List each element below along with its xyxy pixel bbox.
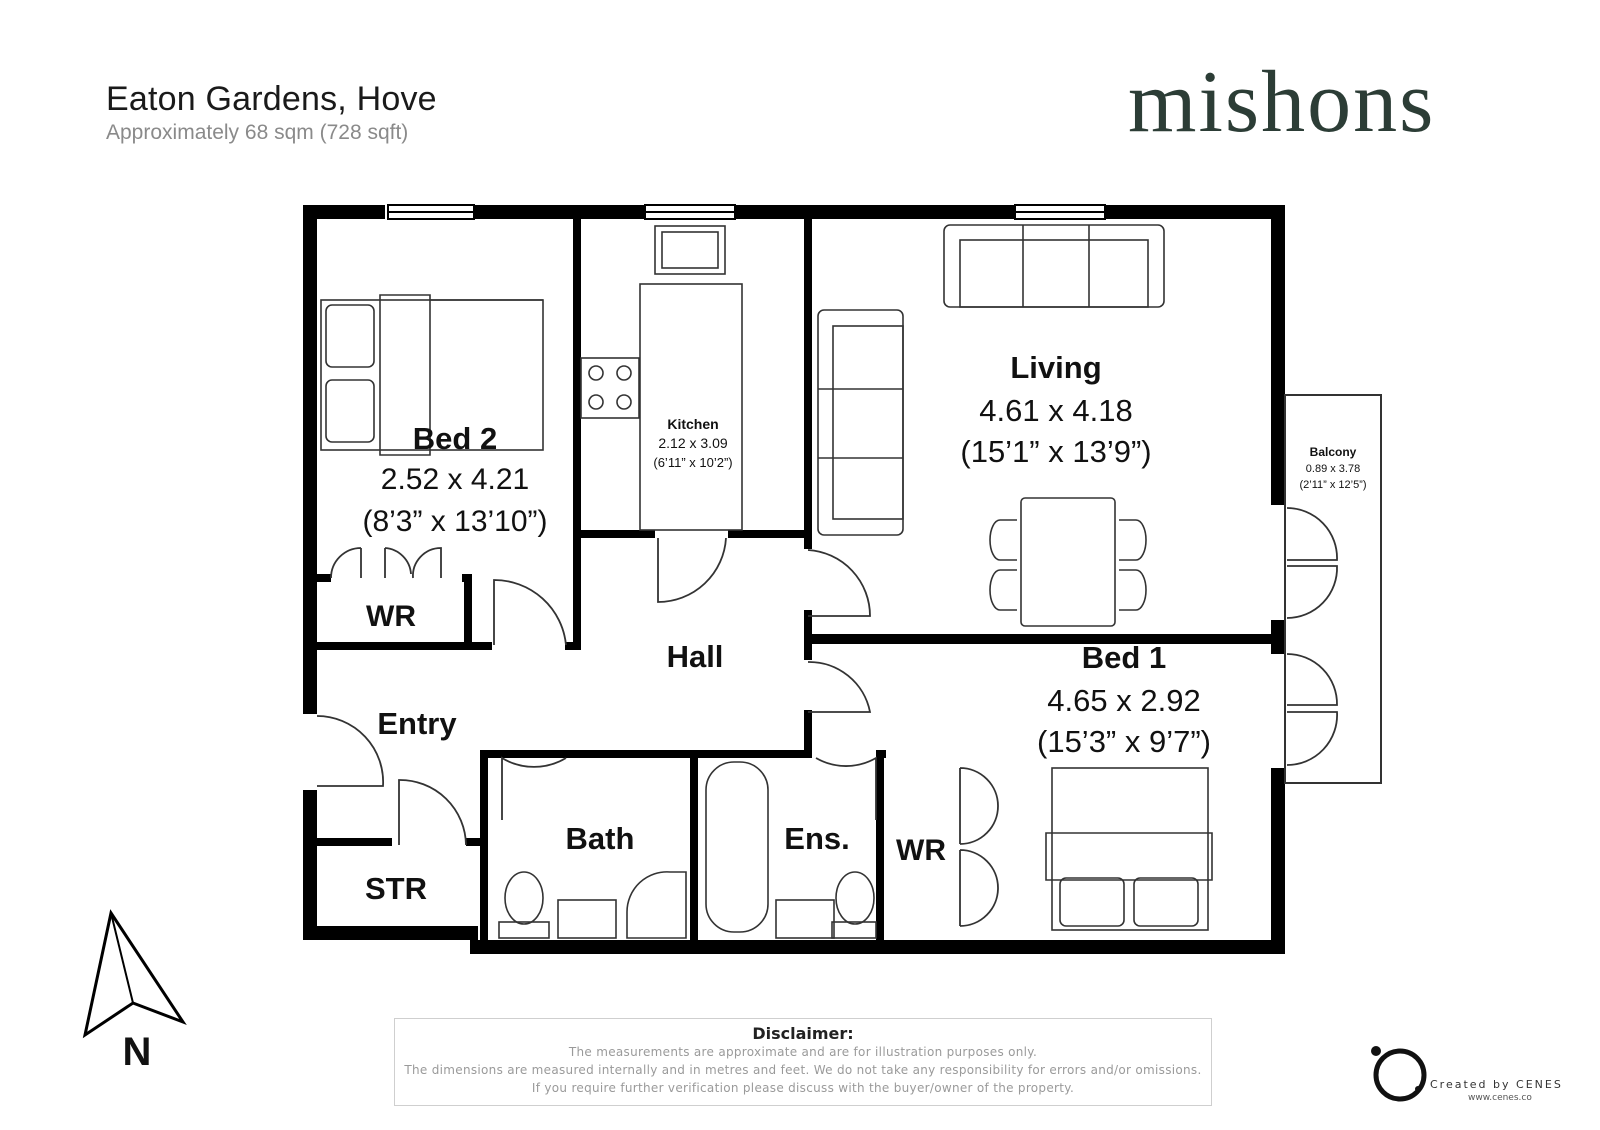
cenes-logo-icon: [1370, 1043, 1430, 1103]
wall: [565, 642, 581, 650]
room-size-imperial-bed1: (15’3” x 9’7”): [1037, 724, 1211, 759]
hob-ring: [589, 366, 603, 380]
room-size-imperial-living: (15’1” x 13’9”): [960, 434, 1152, 469]
hob-ring: [589, 395, 603, 409]
pillow: [1060, 878, 1124, 926]
wall: [480, 750, 812, 758]
dining-table: [990, 498, 1146, 626]
disclaimer-line: If you require further verification please discuss with the buyer/owner of the property.: [531, 1081, 1075, 1095]
room-name-kitchen: Kitchen: [667, 416, 719, 432]
disclaimer-box: [394, 1018, 1212, 1106]
disclaimer-heading: Disclaimer:: [752, 1024, 854, 1043]
logo-dot: [1371, 1046, 1381, 1056]
shower-tray: [627, 872, 686, 938]
brand-logo: mishons: [1128, 54, 1436, 151]
sink-basin: [662, 232, 718, 268]
room-size-kitchen: 2.12 x 3.09: [658, 435, 728, 451]
room-size-living: 4.61 x 4.18: [979, 393, 1133, 428]
room-name-wardrobe: WR: [366, 600, 416, 633]
bed-frame: [1052, 768, 1208, 930]
wall: [475, 205, 645, 219]
door-bath: [502, 758, 566, 820]
wall: [470, 940, 1285, 954]
door-wardrobe: [960, 850, 998, 926]
door-bed2: [494, 580, 566, 645]
property-title: Eaton Gardens, Hove: [106, 80, 437, 118]
room-name-balcony: Balcony: [1309, 445, 1357, 459]
furniture: [321, 225, 1212, 938]
compass-arrow-icon: [85, 913, 183, 1035]
door-balcony: [1287, 654, 1337, 705]
pillow: [1134, 878, 1198, 926]
chair: [990, 570, 1017, 610]
bed-double: [1046, 768, 1212, 930]
sofa: [818, 310, 903, 535]
compass-label: N: [122, 1030, 152, 1074]
room-name-bed2: Bed 2: [412, 421, 498, 456]
pillow: [326, 305, 374, 367]
room-size-balcony: 0.89 x 3.78: [1305, 463, 1361, 475]
door-wardrobe: [385, 548, 411, 578]
sofa-seat: [960, 240, 1148, 307]
wall: [303, 926, 478, 940]
wall: [804, 634, 1284, 644]
door-wardrobe: [960, 768, 998, 844]
wall: [581, 530, 655, 538]
wall: [876, 750, 884, 940]
logo-ring: [1376, 1051, 1424, 1099]
door-balcony: [1287, 566, 1337, 618]
credit-url: www.cenes.co: [1468, 1093, 1532, 1103]
wall: [317, 838, 392, 846]
chair: [990, 520, 1017, 560]
wall: [690, 750, 698, 940]
washbasin: [776, 900, 834, 938]
wall: [303, 790, 317, 940]
hob-ring: [617, 366, 631, 380]
wall: [573, 219, 581, 649]
sofa-frame: [818, 310, 903, 535]
sofa-seat: [833, 326, 903, 519]
wall: [876, 750, 886, 758]
wall: [317, 574, 331, 582]
disclaimer-line: The measurements are approximate and are for illustration purposes only.: [568, 1045, 1038, 1059]
room-size-bed2: 2.52 x 4.21: [380, 463, 530, 496]
door-living: [808, 550, 870, 616]
door-balcony: [1287, 712, 1337, 765]
room-name-entry: Entry: [377, 706, 457, 741]
wall: [317, 642, 492, 650]
room-name-bath: Bath: [565, 821, 635, 856]
kitchen-counter: [640, 284, 742, 530]
room-name-wardrobe: WR: [896, 834, 946, 867]
kitchen-units: [581, 226, 742, 530]
duvet-fold: [1046, 833, 1212, 880]
wall: [303, 205, 317, 714]
room-size-bed1: 4.65 x 2.92: [1047, 683, 1201, 718]
room-size-imperial-bed2: (8’3” x 13’10”): [362, 505, 548, 538]
sofa: [944, 225, 1164, 307]
wall: [735, 205, 1015, 219]
hob-ring: [617, 395, 631, 409]
credit-text: Created by CENES: [1430, 1078, 1563, 1091]
bathtub: [706, 762, 768, 932]
wall: [480, 750, 488, 940]
table-top: [1021, 498, 1115, 626]
door-wardrobe: [413, 548, 441, 578]
chair: [1119, 570, 1146, 610]
pillow: [326, 380, 374, 442]
hob: [581, 358, 639, 418]
wall: [466, 838, 480, 846]
room-name-hall: Hall: [666, 639, 724, 674]
room-name-bed1: Bed 1: [1081, 640, 1167, 675]
north-arrow: [85, 913, 183, 1035]
washbasin: [558, 900, 616, 938]
wall: [464, 574, 472, 644]
door-balcony: [1287, 508, 1337, 560]
toilet: [836, 872, 874, 924]
door-store: [399, 780, 466, 845]
wall: [728, 530, 804, 538]
property-area: Approximately 68 sqm (728 sqft): [106, 121, 409, 144]
door-kitchen: [658, 538, 726, 602]
room-size-imperial-kitchen: (6’11” x 10’2”): [653, 455, 733, 470]
chair: [1119, 520, 1146, 560]
room-name-living: Living: [1010, 350, 1102, 385]
room-size-imperial-balcony: (2’11” x 12’5”): [1299, 479, 1367, 491]
door-ensuite: [816, 758, 876, 820]
wall: [1105, 205, 1285, 219]
door-entry: [317, 716, 383, 786]
logo-dot: [1415, 1086, 1421, 1092]
kitchen-sink: [655, 226, 725, 274]
toilet: [505, 872, 543, 924]
wall: [1271, 205, 1285, 505]
wall: [1271, 768, 1285, 954]
door-bed1: [808, 662, 870, 712]
sofa-frame: [944, 225, 1164, 307]
door-wardrobe: [331, 548, 361, 578]
wall: [804, 219, 812, 549]
disclaimer-line: The dimensions are measured internally and in metres and feet. We do not take any responsibility for errors and/or omissions.: [404, 1063, 1202, 1077]
room-name-ensuite: Ens.: [784, 821, 850, 856]
room-name-store: STR: [365, 871, 427, 906]
